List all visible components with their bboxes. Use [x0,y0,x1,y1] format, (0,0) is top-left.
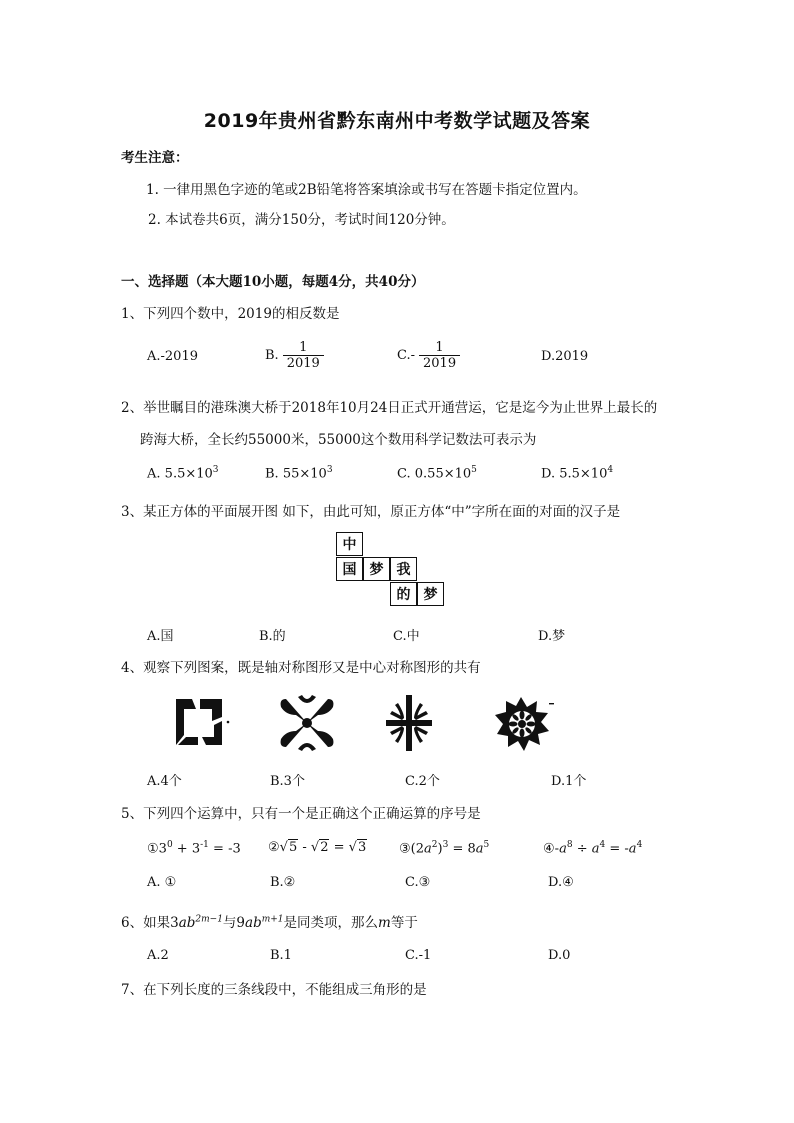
q5-expression-1 [147,840,241,856]
q2-d-mantissa: 5.5×10 [559,466,608,482]
q5-e1-power2: -1 [200,840,209,850]
q3-option-a: A.国 [147,629,174,644]
q4-stem: 4、观察下列图案，既是轴对称图形又是中心对称图形的共有 [121,660,481,676]
net-face-meng-2: 梦 [417,582,444,606]
q5-option-c: C.③ [405,875,431,890]
q5-e2-radicand2: 2 [320,840,329,855]
q2-a-exponent: 3 [212,465,219,475]
q6-option-d: D.0 [548,948,571,963]
q6-term2-coef: 9 [236,915,246,931]
q3-option-d: D.梦 [538,629,566,644]
q6-var-m: m [378,915,391,931]
q2-c-exponent: 5 [471,465,477,475]
q2-stem-line1: 2、举世瞩目的港珠澳大桥于2018年10月24日正式开通营运，它是迄今为止世界上最长的 [121,400,658,416]
q1-option-c [397,340,460,371]
q2-option-a [147,465,219,481]
q1-b-numerator: 1 [299,340,308,355]
q2-option-b [265,465,333,481]
q1-c-numerator: 1 [435,340,444,355]
net-face-meng-1: 梦 [363,557,390,581]
q5-e2-marker: ② [268,840,280,855]
q2-d-exponent: 4 [607,465,614,475]
q5-stem: 5、下列四个运算中，只有一个是正确这个正确运算的序号是 [121,806,481,822]
q2-b-label: B. [265,466,279,482]
q5-e1-base2: 3 [191,841,201,857]
notice-item-1: 1. 一律用黑色字迹的笔或2B铅笔将答案填涂或书写在答题卡指定位置内。 [146,182,587,198]
q5-e2-radicand3: 3 [357,840,367,855]
q6-stem [121,911,418,931]
q5-option-b: B.② [270,875,296,890]
q5-expression-4 [543,840,642,856]
q5-e4-divide: ÷ [572,841,592,857]
q2-b-mantissa: 55×10 [282,466,327,482]
q2-c-mantissa: 0.55×10 [414,466,472,482]
q5-e4-neg: - [554,841,560,857]
q5-e3-power3: 5 [483,840,490,850]
q3-option-b: B.的 [259,629,286,644]
q5-option-a: A. ① [147,875,177,890]
net-face-guo: 国 [336,557,363,581]
q5-e4-power1: 8 [566,840,573,850]
q6-term2-var: ab [245,915,262,931]
q1-stem: 1、下列四个数中，2019的相反数是 [121,306,340,322]
q5-e3-var: a [424,841,432,857]
q5-e4-var2: a [591,841,600,857]
q5-e3-power2: 3 [442,840,449,850]
q2-option-c [397,465,477,481]
q2-d-label: D. [541,466,556,482]
notice-heading: 考生注意： [121,150,189,166]
notice-item-2: 2. 本试卷共6页，满分150分，考试时间120分钟。 [148,212,455,228]
q5-e4-equals: = - [605,841,629,857]
q6-term1-var: ab [178,915,196,931]
q5-expression-2: ②√5 - √2 = √3 [268,840,367,855]
q1-option-d: D.2019 [541,349,589,364]
q5-option-d: D.④ [548,875,574,890]
q4-option-a: A.4个 [147,774,182,789]
q1-b-denominator: 2019 [283,355,324,371]
q6-option-b: B.1 [270,948,292,963]
q3-option-c: C.中 [393,629,420,644]
q5-e4-power2: 4 [599,840,606,850]
q4-option-c: C.2个 [405,774,440,789]
q1-option-c-label: C.- [397,348,416,363]
pattern-3-icon [384,693,434,753]
q6-term2-exponent: m+1 [261,914,284,925]
q5-e4-var1: a [559,841,567,857]
q5-expression-3 [399,840,489,856]
q5-e3-open: (2 [410,841,424,857]
page-title: 2019年贵州省黔东南州中考数学试题及答案 [203,110,591,132]
q4-option-b: B.3个 [270,774,305,789]
pattern-2-icon [276,693,338,753]
section-heading: 一、选择题（本大题10小题，每题4分，共40分） [121,274,425,290]
q5-e2-radicand1: 5 [288,840,298,855]
q6-stem-tail: 等于 [390,915,418,931]
q5-e1-marker: ① [147,841,159,857]
q1-option-b [265,340,324,371]
q6-stem-prefix: 6、如果 [121,915,171,931]
q5-e4-marker: ④ [543,841,555,857]
q4-option-d: D.1个 [551,774,587,789]
net-face-zhong: 中 [336,532,363,556]
net-face-de: 的 [390,582,417,606]
q5-e3-close: ) [437,841,443,857]
pattern-1-icon [170,695,230,751]
q2-c-label: C. [397,466,411,482]
q2-b-exponent: 3 [326,465,333,475]
q2-a-label: A. [147,466,161,482]
q1-option-b-label: B. [265,348,279,363]
q6-option-c: C.-1 [405,948,432,963]
q3-stem: 3、某正方体的平面展开图 如下，由此可知，原正方体“中”字所在面的对面的汉子是 [121,504,621,520]
q2-option-d [541,465,613,481]
q5-e1-power1: 0 [166,840,173,850]
q5-e2-minus: - [298,840,311,855]
q5-e2-equals: = [329,840,349,855]
q5-e3-equals: = 8 [448,841,476,857]
q5-e3-var2: a [475,841,484,857]
q5-e4-power3: 4 [636,840,643,850]
q5-e1-rhs: = -3 [208,841,241,857]
q6-stem-post: 是同类项，那么 [283,915,379,931]
q5-e1-plus: + [172,841,192,857]
q6-term1-coef: 3 [170,915,179,931]
pattern-4-icon [491,693,555,755]
q1-c-denominator: 2019 [419,355,460,371]
q2-stem-line2: 跨海大桥，全长约55000米，55000这个数用科学记数法可表示为 [140,432,537,448]
q6-term1-exponent: 2m−1 [195,914,223,925]
q6-stem-mid: 与 [222,915,237,931]
q5-e1-base1: 3 [158,841,167,857]
q2-a-mantissa: 5.5×10 [164,466,213,482]
q5-e3-marker: ③ [399,841,411,857]
q5-e4-var3: a [628,841,637,857]
q1-option-a: A.-2019 [147,349,198,364]
q6-option-a: A.2 [147,948,169,963]
q5-e3-power1: 2 [431,840,438,850]
q7-stem: 7、在下列长度的三条线段中，不能组成三角形的是 [121,982,427,998]
net-face-wo: 我 [390,557,417,581]
